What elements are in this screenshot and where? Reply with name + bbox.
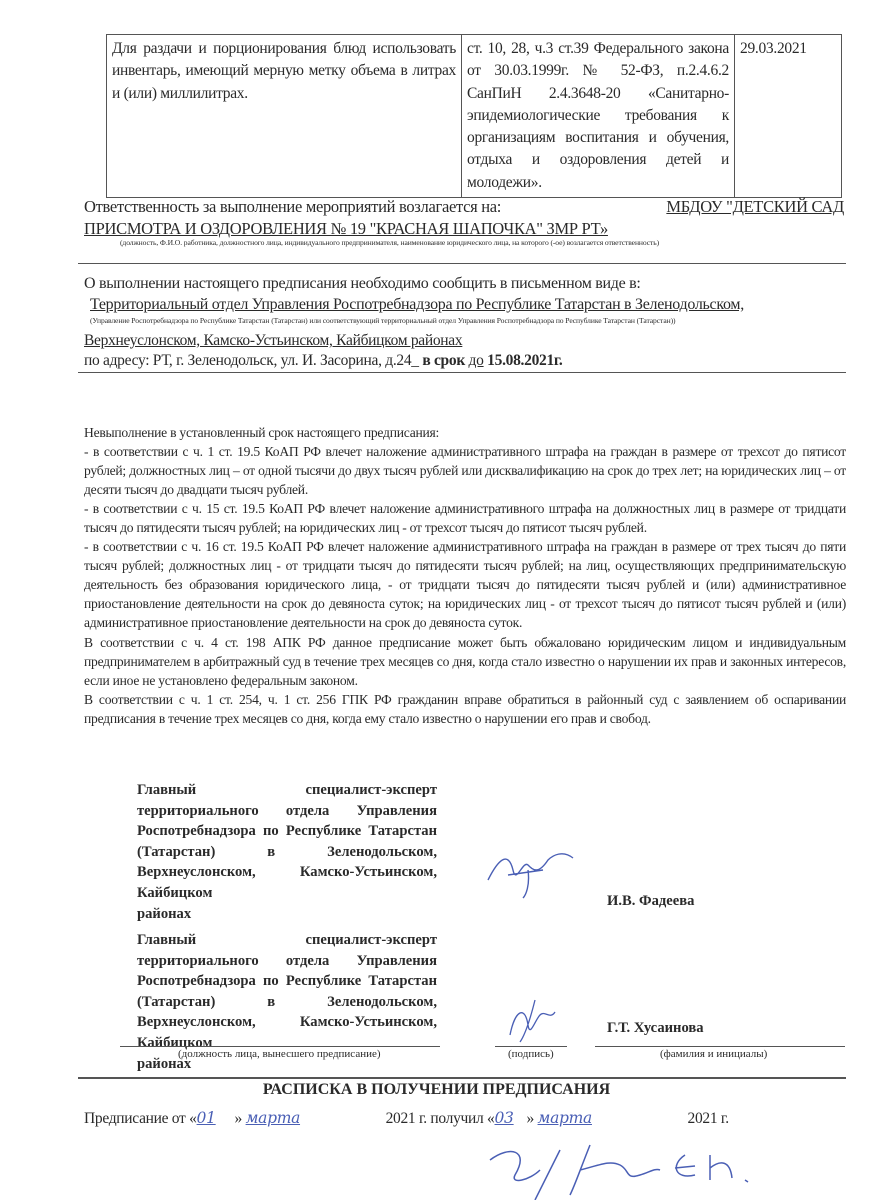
- caption-signature: (подпись): [508, 1048, 554, 1060]
- requirements-table: [106, 34, 842, 198]
- signature-1-image: [468, 840, 588, 900]
- responsibility-value-1: МБДОУ "ДЕТСКИЙ САД: [666, 197, 844, 216]
- table-row: [107, 35, 842, 198]
- penalty-item: - в соответствии с ч. 16 ст. 19.5 КоАП РФ влечет наложение административного штрафа на граждан в размере от трех тысяч до пяти тысяч рублей; должностных лиц - от тридцати тысяч до пятидесяти тысяч рублей; на лиц, осуществляющих предпринимательскую деятельность без образования юридического лица, - от тридцати тысяч до пятидесяти тысяч рублей и (или) административное приостановление деятельности на срок до девяноста суток; на юридических лиц - от трехсот тысяч до пятисот тысяч рублей и (или) административное приостановление деятельности на срок до девяноста суток.: [84, 539, 846, 631]
- report-address-line: по адресу: РТ, г. Зеленодольск, ул. И. Засорина, д.24_ в срок до 15.08.2021г.: [84, 352, 563, 369]
- legal-basis-cell: ст. 10, 28, ч.3 ст.39 Федерального закона от 30.03.1999г. № 52-ФЗ, п.2.4.6.2 СанПиН 2.4.3648-20 «Санитарно-эпидемиологические требования к организациям воспитания и обучения, отдыха и оздоровления детей и молодежи».: [462, 35, 735, 198]
- responsibility-caption: (должность, Ф.И.О. работника, должностного лица, индивидуального предпринимателя, наименование юридического лица, на которого (-ое) возлагается ответственность): [120, 238, 660, 247]
- signature-2-image: [490, 990, 580, 1045]
- quote: »: [526, 1110, 534, 1127]
- responsibility-value-2: ПРИСМОТРА И ОЗДОРОВЛЕНИЯ № 19 "КРАСНАЯ ШАПОЧКА" ЗМР РТ»: [84, 219, 608, 238]
- name-line: [595, 1046, 845, 1047]
- requirement-cell: Для раздачи и порционирования блюд использовать инвентарь, имеющий мерную метку объема в литрах и (или) миллилитрах.: [107, 35, 462, 198]
- divider: [78, 263, 846, 264]
- received-day: 03: [494, 1109, 514, 1127]
- report-address: по адресу: РТ, г. Зеленодольск, ул. И. Засорина, д.24: [84, 352, 412, 369]
- signatory-2-position: Главный специалист-эксперт территориального отдела Управления Роспотребнадзора по Республике Татарстан (Татарстан) в Зеленодольском, Верхнеуслонском, Камско-Устьинском, Кайбицком районах: [137, 932, 437, 1072]
- caption-name: (фамилия и инициалы): [660, 1048, 768, 1060]
- signature-line: [495, 1046, 567, 1047]
- received-month: марта: [537, 1109, 592, 1127]
- received-year: 2021 г.: [687, 1110, 729, 1127]
- divider: [78, 372, 846, 373]
- divider: [78, 1077, 846, 1079]
- issued-day: 01: [196, 1109, 216, 1127]
- report-label: О выполнении настоящего предписания необходимо сообщить в письменном виде в:: [84, 275, 641, 292]
- receipt-line: [84, 1109, 729, 1128]
- signatory-1-name: И.В. Фадеева: [607, 893, 695, 909]
- report-recipient-2: Верхнеуслонском, Камско-Устьинском, Кайбицком районах: [84, 332, 463, 349]
- appeal-civil: В соответствии с ч. 1 ст. 254, ч. 1 ст. 256 ГПК РФ гражданин вправе обратиться в районный суд с заявлением об оспаривании предписания в течение трех месяцев со дня, когда ему стало известно о нарушении его прав и свобод.: [84, 691, 846, 726]
- receipt-prefix: Предписание от «: [84, 1110, 197, 1127]
- report-recipient-1: Территориальный отдел Управления Роспотребнадзора по Республике Татарстан в Зеленодольском,: [90, 296, 744, 313]
- issued-month: марта: [245, 1109, 301, 1127]
- deadline-label: в срок: [422, 352, 465, 369]
- recipient-signature-image: [470, 1130, 800, 1200]
- appeal-arbitration: В соответствии с ч. 4 ст. 198 АПК РФ данное предписание может быть обжаловано юридическим лицом и индивидуальным предпринимателем в арбитражный суд в течение трех месяцев со дня, когда стало известно о нарушении их прав и законных интересов, если иное не установлено федеральным законом.: [84, 634, 846, 688]
- position-line: [120, 1046, 440, 1047]
- penalties-intro: Невыполнение в установленный срок настоящего предписания:: [84, 425, 440, 440]
- caption-position: (должность лица, вынесшего предписание): [178, 1048, 381, 1060]
- deadline-prep: до: [468, 352, 484, 369]
- received-label: получил «: [430, 1110, 495, 1127]
- issued-year: 2021 г.: [385, 1110, 427, 1127]
- responsibility-block: [84, 196, 844, 240]
- quote: »: [234, 1110, 242, 1127]
- report-caption: (Управление Роспотребнадзора по Республике Татарстан (Татарстан) или соответствующий территориальный отдел Управления Роспотребнадзора по Республике Татарстан (Татарстан)): [90, 316, 676, 325]
- deadline-cell: 29.03.2021: [735, 35, 842, 198]
- responsibility-label: Ответственность за выполнение мероприятий возлагается на:: [84, 197, 502, 216]
- penalty-item: - в соответствии с ч. 15 ст. 19.5 КоАП РФ влечет наложение административного штрафа на должностных лиц в размере от тридцати тысяч до пятидесяти тысяч рублей; на юридических лиц - от трехсот тысяч до пятисот тысяч рублей.: [84, 501, 846, 536]
- penalty-item: - в соответствии с ч. 1 ст. 19.5 КоАП РФ влечет наложение административного штрафа на граждан в размере от трехсот до пятисот рублей; должностных лиц – от одной тысячи до двух тысяч рублей или дисквалификацию на срок до трех лет; на юридических лиц – от десяти тысяч до двадцати тысяч рублей.: [84, 444, 846, 498]
- penalties-text: [84, 423, 846, 728]
- deadline-date: 15.08.2021г.: [487, 352, 563, 369]
- signatory-1-position: Главный специалист-эксперт территориального отдела Управления Роспотребнадзора по Республике Татарстан (Татарстан) в Зеленодольском, Верхнеуслонском, Камско-Устьинском, Кайбицком районах: [137, 782, 437, 922]
- receipt-title: РАСПИСКА В ПОЛУЧЕНИИ ПРЕДПИСАНИЯ: [262, 1081, 611, 1098]
- signatory-2-name: Г.Т. Хусаинова: [607, 1020, 704, 1036]
